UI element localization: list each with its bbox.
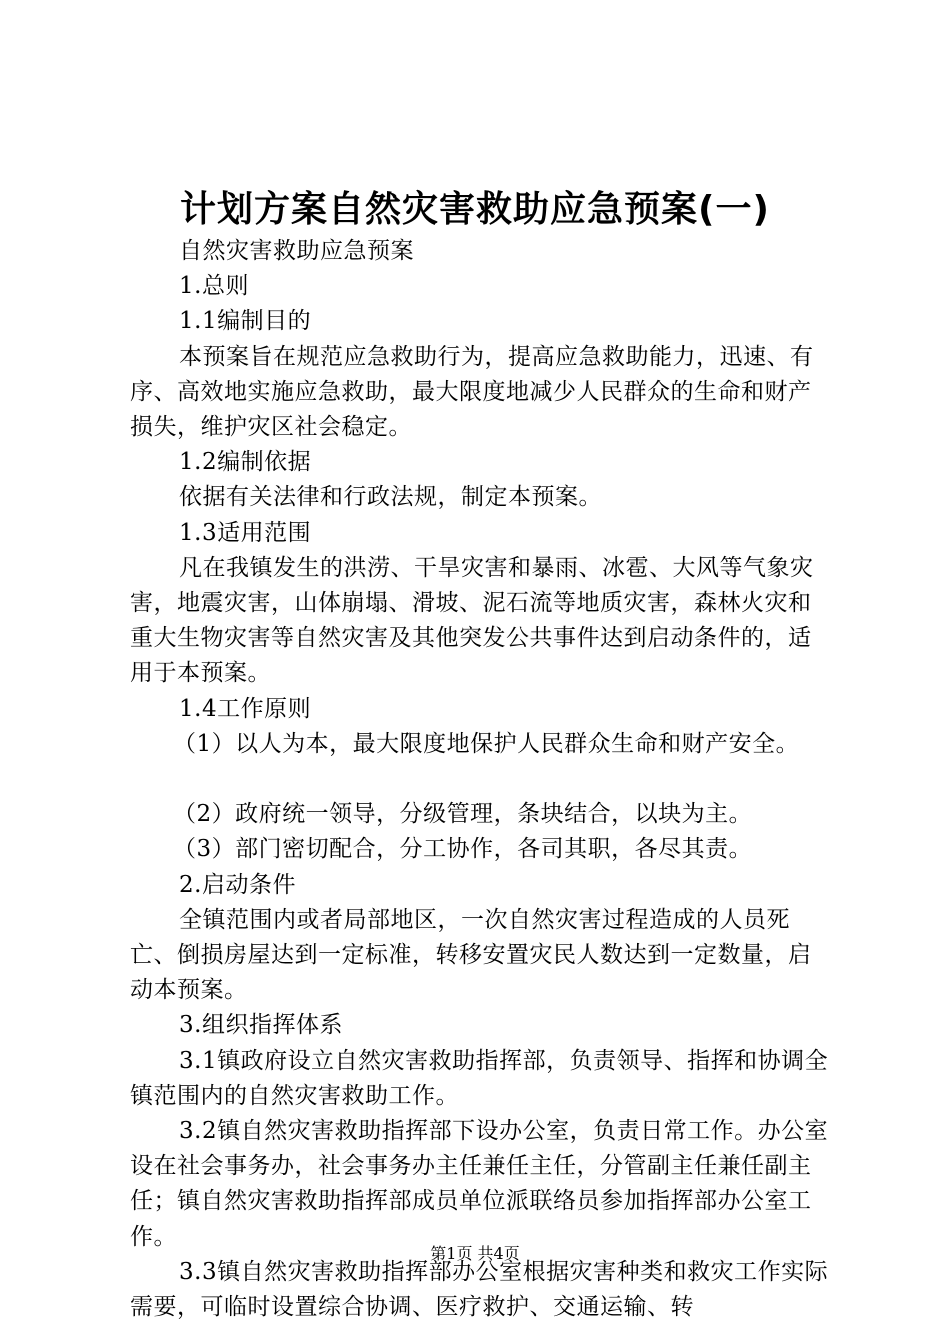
paragraph-scope: 凡在我镇发生的洪涝、干旱灾害和暴雨、冰雹、大风等气象灾害，地震灾害，山体崩塌、滑坡、泥石流等地质灾害，森林火灾和重大生物灾害等自然灾害及其他突发公共事件达到启动条件的，适用于本预案。 [130,554,814,687]
paragraph-trigger: 全镇范围内或者局部地区，一次自然灾害过程造成的人员死亡、倒损房屋达到一定标准，转移安置灾民人数达到一定数量，启动本预案。 [130,906,812,1004]
paragraph-subtitle: 自然灾害救助应急预案 [179,238,414,264]
document-body [130,234,830,1325]
page-title: 计划方案自然灾害救助应急预案(一) [180,189,770,230]
heading-principles: 1.4工作原则 [179,695,312,722]
page-footer: 第1页 共4页 [430,1244,520,1263]
paragraph-section-3-1: 3.1镇政府设立自然灾害救助指挥部，负责领导、指挥和协调全镇范围内的自然灾害救助工作。 [130,1047,829,1109]
blank-line [130,762,830,797]
paragraph-section-3-2: 3.2镇自然灾害救助指挥部下设办公室，负责日常工作。办公室设在社会事务办，社会事务办主任兼任主任，分管副主任兼任副主任；镇自然灾害救助指挥部成员单位派联络员参加指挥部办公室工作。 [130,1118,829,1250]
heading-basis: 1.2编制依据 [179,449,312,476]
paragraph-basis: 依据有关法律和行政法规，制定本预案。 [179,484,602,511]
paragraph-section-3-3: 3.3镇自然灾害救助指挥部办公室根据灾害种类和救灾工作实际需要，可临时设置综合协调、医疗救护、交通运输、转 [130,1258,829,1321]
paragraph-purpose: 本预案旨在规范应急救助行为，提高应急救助能力，迅速、有序、高效地实施应急救助，最大限度地减少人民群众的生命和财产损失，维护灾区社会稳定。 [130,343,814,441]
heading-trigger: 2.启动条件 [179,871,296,898]
principle-item: （2）政府统一领导，分级管理，条块结合，以块为主。 [173,801,753,828]
heading-purpose: 1.1编制目的 [179,308,312,335]
principle-item: （1）以人为本，最大限度地保护人民群众生命和财产安全。 [173,730,800,757]
heading-command-system: 3.组织指挥体系 [179,1012,343,1039]
principle-item: （3）部门密切配合，分工协作，各司其职，各尽其责。 [173,836,753,863]
heading-scope: 1.3适用范围 [179,519,312,546]
heading-general: 1.总则 [179,273,249,300]
